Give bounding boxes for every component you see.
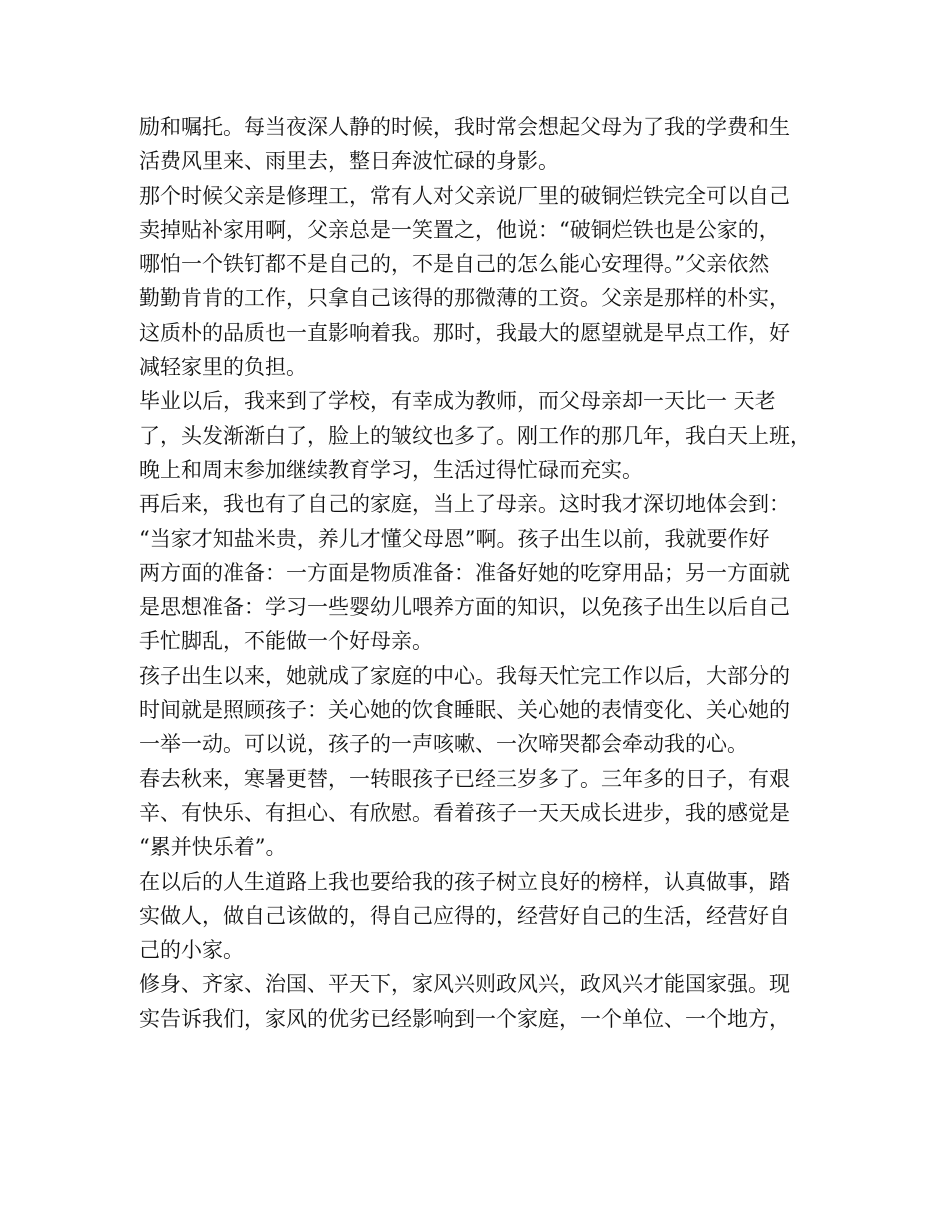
text-line: “累并快乐着”。 xyxy=(139,835,287,860)
text-line: 春去秋来，寒暑更替，一转眼孩子已经三岁多了。三年多的日子，有艰 xyxy=(139,766,790,791)
text-line: “当家才知盐米贵，养儿才懂父母恩”啊。孩子出生以前，我就要作好 xyxy=(139,526,770,551)
text-line: 再后来，我也有了自己的家庭，当上了母亲。这时我才深切地体会到： xyxy=(139,492,790,517)
text-line: 晚上和周末参加继续教育学习，生活过得忙碌而充实。 xyxy=(139,457,643,482)
text-line: 在以后的人生道路上我也要给我的孩子树立良好的榜样，认真做事，踏 xyxy=(139,869,790,894)
text-line: 手忙脚乱，不能做一个好母亲。 xyxy=(139,629,433,654)
text-line: 减轻家里的负担。 xyxy=(139,355,307,380)
text-line: 实告诉我们，家风的优劣已经影响到一个家庭，一个单位、一个地方， xyxy=(139,1006,790,1031)
text-line: 孩子出生以来，她就成了家庭的中心。我每天忙完工作以后，大部分的 xyxy=(139,663,790,688)
text-line: 两方面的准备：一方面是物质准备：准备好她的吃穿用品；另一方面就 xyxy=(139,560,790,585)
text-line: 辛、有快乐、有担心、有欣慰。看着孩子一天天成长进步，我的感觉是 xyxy=(139,800,790,825)
text-line: 一举一动。可以说，孩子的一声咳嗽、一次啼哭都会牵动我的心。 xyxy=(139,732,748,757)
text-line: 这质朴的品质也一直影响着我。那时，我最大的愿望就是早点工作，好 xyxy=(139,320,790,345)
text-line: 己的小家。 xyxy=(139,938,244,963)
text-line: 实做人，做自己该做的，得自己应得的，经营好自己的生活，经营好自 xyxy=(139,903,790,928)
document-body xyxy=(139,110,829,1036)
text-line: 那个时候父亲是修理工，常有人对父亲说厂里的破铜烂铁完全可以自己 xyxy=(139,183,790,208)
text-line: 哪怕一个铁钉都不是自己的，不是自己的怎么能心安理得。”父亲依然 xyxy=(139,252,770,277)
text-line: 是思想准备：学习一些婴幼儿喂养方面的知识，以免孩子出生以后自己 xyxy=(139,595,790,620)
text-line: 活费风里来、雨里去，整日奔波忙碌的身影。 xyxy=(139,149,559,174)
text-line: 励和嘱托。每当夜深人静的时候，我时常会想起父母为了我的学费和生 xyxy=(139,115,790,139)
text-line: 修身、齐家、治国、平天下，家风兴则政风兴，政风兴才能国家强。现 xyxy=(139,972,790,997)
text-line: 时间就是照顾孩子：关心她的饮食睡眠、关心她的表情变化、关心她的 xyxy=(139,698,790,723)
text-line: 勤勤肯肯的工作，只拿自己该得的那微薄的工资。父亲是那样的朴实， xyxy=(139,286,790,311)
text-line: 卖掉贴补家用啊，父亲总是一笑置之，他说：“破铜烂铁也是公家的， xyxy=(139,217,780,242)
text-line: 了，头发渐渐白了，脸上的皱纹也多了。刚工作的那几年，我白天上班， xyxy=(139,423,811,448)
text-line: 毕业以后，我来到了学校，有幸成为教师，而父母亲却一天比一 天老 xyxy=(139,389,776,414)
